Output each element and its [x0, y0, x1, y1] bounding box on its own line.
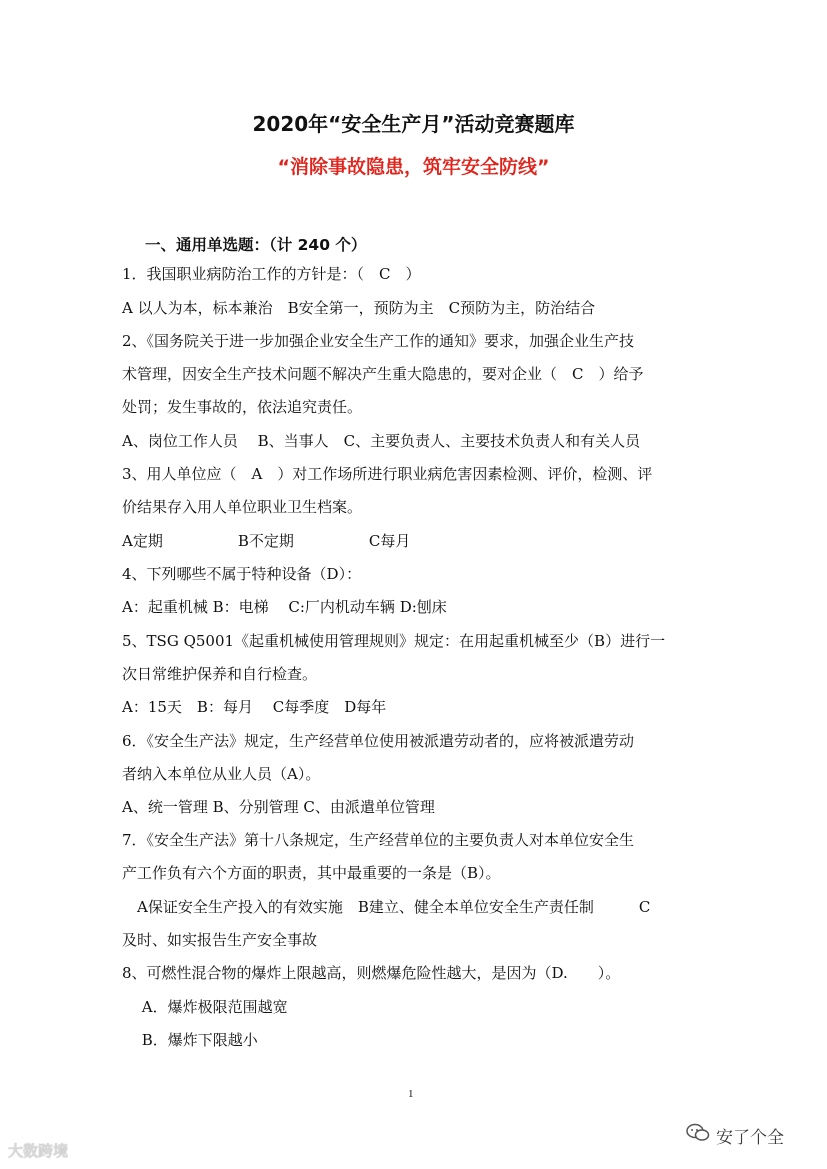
wechat-icon: [686, 1122, 710, 1148]
option-line: A、统一管理 B、分别管理 C、由派遣单位管理: [122, 798, 435, 816]
question-line: 3、用人单位应（ A ）对工作场所进行职业病危害因素检测、评价，检测、评: [122, 465, 653, 483]
question-line: 次日常维护保养和自行检查。: [122, 665, 318, 683]
watermark-left: [8, 1140, 68, 1161]
page-number: 1: [408, 1088, 414, 1100]
watermark-right-text: 安了个全: [716, 1127, 784, 1148]
option-line: A：起重机械 B：电梯 C:厂内机动车辆 D:刨床: [122, 598, 447, 616]
question-line: 8、可燃性混合物的爆炸上限越高，则燃爆危险性越大，是因为（D. ）。: [122, 964, 621, 982]
question-line: 1．我国职业病防治工作的方针是：（ C ）: [122, 265, 421, 283]
option-line: A 以人为本，标本兼治 B安全第一，预防为主 C预防为主，防治结合: [122, 299, 596, 317]
question-line: 价结果存入用人单位职业卫生档案。: [122, 498, 363, 516]
question-line: 6．《安全生产法》规定，生产经营单位使用被派遣劳动者的，应将被派遣劳动: [122, 732, 635, 750]
question-line: 产工作负有六个方面的职责，其中最重要的一条是（B）。: [122, 864, 501, 882]
question-line: 5、TSG Q5001《起重机械使用管理规则》规定：在用起重机械至少（B）进行一: [122, 632, 666, 650]
document-subtitle: “消除事故隐患，筑牢安全防线”: [277, 156, 550, 178]
option-line: A、岗位工作人员 B、当事人 C、主要负责人、主要技术负责人和有关人员: [122, 432, 641, 450]
option-line: 及时、如实报告生产安全事故: [122, 931, 318, 949]
option-line: A：15天 B：每月 C每季度 D每年: [122, 698, 387, 716]
question-line: 处罚；发生事故的，依法追究责任。: [122, 398, 363, 416]
section-heading: 一、通用单选题：（计 240 个）: [145, 236, 367, 254]
option-line: A定期 B不定期 C每月: [122, 532, 411, 550]
question-line: 者纳入本单位从业人员（A）。: [122, 765, 321, 783]
watermark-left-text: 大数跨境: [8, 1142, 69, 1160]
question-line: 7．《安全生产法》第十八条规定，生产经营单位的主要负责人对本单位安全生: [122, 831, 635, 849]
question-line: 术管理，因安全生产技术问题不解决产生重大隐患的，要对企业（ C ）给予: [122, 365, 644, 383]
option-line: B．爆炸下限越小: [122, 1031, 258, 1049]
document-title: 2020年“安全生产月”活动竞赛题库: [252, 112, 575, 136]
question-line: 4、下列哪些不属于特种设备（D）：: [122, 565, 362, 583]
watermark-right: [686, 1121, 784, 1149]
question-line: 2、《国务院关于进一步加强企业安全生产工作的通知》要求，加强企业生产技: [122, 332, 635, 350]
option-line: A．爆炸极限范围越宽: [122, 998, 288, 1016]
option-line: A保证安全生产投入的有效实施 B建立、健全本单位安全生产责任制 C: [122, 898, 651, 916]
